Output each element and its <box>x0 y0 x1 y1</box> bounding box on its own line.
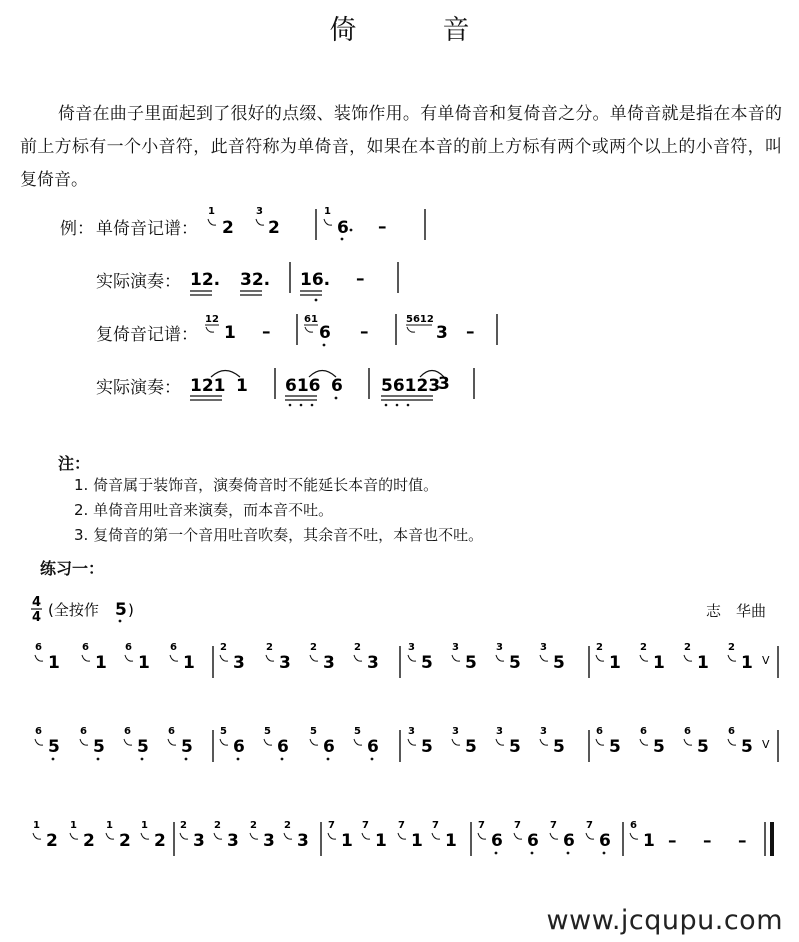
svg-text:5: 5 <box>465 737 477 757</box>
rest-dash: – <box>466 322 475 342</box>
svg-text:7: 7 <box>550 820 557 831</box>
svg-text:2: 2 <box>250 820 257 831</box>
svg-text:1: 1 <box>70 820 77 831</box>
grace-note <box>452 726 477 757</box>
composer: 志 华曲 <box>706 602 767 620</box>
rest-dash: – <box>668 831 677 851</box>
svg-text:6: 6 <box>367 737 379 757</box>
svg-text:12: 12 <box>205 314 219 325</box>
rest-dash: – <box>360 322 369 342</box>
svg-text:3: 3 <box>540 642 547 653</box>
grace-note <box>82 642 107 673</box>
svg-text:7: 7 <box>586 820 593 831</box>
svg-text:1: 1 <box>224 323 236 343</box>
svg-text:3: 3 <box>367 653 379 673</box>
svg-text:1: 1 <box>609 653 621 673</box>
example-prefix: 例： <box>60 219 94 239</box>
played-note: 6 <box>331 376 343 396</box>
svg-text:7: 7 <box>432 820 439 831</box>
fingering-close: ) <box>128 601 134 619</box>
svg-text:5: 5 <box>509 653 521 673</box>
svg-text:5: 5 <box>264 726 271 737</box>
svg-text:2: 2 <box>728 642 735 653</box>
svg-text:2: 2 <box>284 820 291 831</box>
grace-note <box>496 642 521 673</box>
grace-note <box>728 642 753 673</box>
breath-mark: V <box>762 738 770 751</box>
grace-note <box>550 820 575 854</box>
svg-text:2: 2 <box>83 831 95 851</box>
title-char-2: 音 <box>442 15 470 46</box>
svg-text:6: 6 <box>728 726 735 737</box>
svg-text:2: 2 <box>220 642 227 653</box>
notes-heading: 注： <box>58 454 91 473</box>
svg-text:5: 5 <box>93 737 105 757</box>
grace-note <box>540 642 565 673</box>
svg-text:3: 3 <box>496 642 503 653</box>
played-note: 3 <box>438 374 450 394</box>
svg-text:6: 6 <box>35 726 42 737</box>
svg-text:5: 5 <box>553 653 565 673</box>
grace-note <box>362 820 387 851</box>
svg-text:2: 2 <box>214 820 221 831</box>
grace-note <box>214 820 239 851</box>
svg-text:7: 7 <box>362 820 369 831</box>
svg-text:5: 5 <box>137 737 149 757</box>
svg-text:5: 5 <box>310 726 317 737</box>
grace-note <box>728 726 753 757</box>
note-item-2: 2. 单倚音用吐音来演奏，而本音不吐。 <box>74 501 334 519</box>
grace-note <box>408 726 433 757</box>
grace-note <box>80 726 105 760</box>
svg-text:3: 3 <box>279 653 291 673</box>
svg-text:1: 1 <box>445 831 457 851</box>
intro-paragraph: 倚音在曲子里面起到了很好的点缀、装饰作用。有单倚音和复倚音之分。单倚音就是指在本音的前上方标有一个小音符，此音符称为单倚音，如果在本音的前上方标有两个或两个以上的小音符，叫复倚音。 <box>20 104 782 190</box>
svg-text:3: 3 <box>256 206 263 217</box>
svg-text:2: 2 <box>154 831 166 851</box>
grace-note <box>266 642 291 673</box>
svg-text:5: 5 <box>509 737 521 757</box>
svg-text:3: 3 <box>193 831 205 851</box>
svg-text:2: 2 <box>596 642 603 653</box>
svg-text:6: 6 <box>640 726 647 737</box>
svg-text:3: 3 <box>436 323 448 343</box>
svg-text:1: 1 <box>643 831 655 851</box>
svg-text:1: 1 <box>106 820 113 831</box>
svg-text:6: 6 <box>233 737 245 757</box>
svg-text:2: 2 <box>354 642 361 653</box>
svg-text:3: 3 <box>540 726 547 737</box>
svg-text:5: 5 <box>421 653 433 673</box>
svg-text:6: 6 <box>80 726 87 737</box>
grace-note <box>124 726 149 760</box>
grace-note <box>640 642 665 673</box>
rest-dash: – <box>262 322 271 342</box>
played-group: 616 <box>285 376 321 396</box>
example-label-single-play: 实际演奏： <box>96 272 181 292</box>
svg-text:3: 3 <box>323 653 335 673</box>
grace-note <box>168 726 193 760</box>
svg-text:3: 3 <box>263 831 275 851</box>
rest-dash: – <box>738 831 747 851</box>
svg-text:7: 7 <box>398 820 405 831</box>
svg-text:6: 6 <box>82 642 89 653</box>
svg-text:7: 7 <box>478 820 485 831</box>
svg-text:3: 3 <box>496 726 503 737</box>
grace-note <box>35 642 60 673</box>
svg-text:6: 6 <box>563 831 575 851</box>
grace-note <box>684 642 709 673</box>
rest-dash: – <box>356 269 365 289</box>
watermark: www.jcqupu.com <box>546 905 783 936</box>
svg-text:1: 1 <box>697 653 709 673</box>
svg-text:6: 6 <box>323 737 335 757</box>
svg-text:6: 6 <box>596 726 603 737</box>
svg-text:5: 5 <box>354 726 361 737</box>
grace-note <box>106 820 131 851</box>
svg-text:2: 2 <box>266 642 273 653</box>
note-item-3: 3. 复倚音的第一个音用吐音吹奏，其余音不吐，本音也不吐。 <box>74 526 484 544</box>
svg-text:3: 3 <box>233 653 245 673</box>
svg-text:5: 5 <box>553 737 565 757</box>
grace-note <box>630 820 655 851</box>
svg-text:5: 5 <box>653 737 665 757</box>
grace-note <box>684 726 709 757</box>
grace-note <box>540 726 565 757</box>
svg-text:1: 1 <box>375 831 387 851</box>
played-note: 1 <box>236 376 248 396</box>
svg-text:5: 5 <box>465 653 477 673</box>
svg-text:6: 6 <box>319 323 331 343</box>
svg-text:6: 6 <box>124 726 131 737</box>
example-label-single: 单倚音记谱： <box>96 219 198 239</box>
svg-text:1: 1 <box>411 831 423 851</box>
svg-text:6: 6 <box>125 642 132 653</box>
grace-note <box>596 642 621 673</box>
svg-text:6: 6 <box>277 737 289 757</box>
time-sig-bottom: 4 <box>32 610 42 625</box>
exercise-heading: 练习一： <box>40 559 105 578</box>
grace-note <box>432 820 457 851</box>
grace-note <box>640 726 665 757</box>
svg-text:61: 61 <box>304 314 318 325</box>
grace-note <box>180 820 205 851</box>
svg-text:1: 1 <box>95 653 107 673</box>
breath-mark: V <box>762 654 770 667</box>
svg-text:5: 5 <box>609 737 621 757</box>
svg-text:2: 2 <box>46 831 58 851</box>
svg-text:2: 2 <box>640 642 647 653</box>
grace-note <box>408 642 433 673</box>
svg-text:5: 5 <box>48 737 60 757</box>
grace-note <box>141 820 166 851</box>
grace-note <box>125 642 150 673</box>
svg-text:6: 6 <box>35 642 42 653</box>
note-item-1: 1. 倚音属于装饰音，演奏倚音时不能延长本音的时值。 <box>74 476 439 494</box>
grace-note <box>220 642 245 673</box>
svg-text:2: 2 <box>180 820 187 831</box>
svg-text:7: 7 <box>514 820 521 831</box>
grace-note <box>586 820 611 854</box>
svg-text:6: 6 <box>168 726 175 737</box>
svg-text:2: 2 <box>684 642 691 653</box>
svg-text:3: 3 <box>227 831 239 851</box>
example-label-multi: 复倚音记谱： <box>96 325 198 345</box>
svg-text:1: 1 <box>141 820 148 831</box>
svg-text:6: 6 <box>491 831 503 851</box>
svg-text:5: 5 <box>741 737 753 757</box>
fingering-text: (全按作 <box>48 601 99 619</box>
svg-text:1: 1 <box>341 831 353 851</box>
svg-text:3: 3 <box>297 831 309 851</box>
played-group: 32. <box>240 270 271 290</box>
grace-note <box>496 726 521 757</box>
svg-text:1: 1 <box>138 653 150 673</box>
played-group: 12. <box>190 270 221 290</box>
title-char-1: 倚 <box>329 15 357 46</box>
svg-text:3: 3 <box>452 726 459 737</box>
grace-note <box>514 820 539 854</box>
grace-note <box>328 820 353 851</box>
svg-text:3: 3 <box>452 642 459 653</box>
example-label-multi-play: 实际演奏： <box>96 378 181 398</box>
grace-note <box>264 726 289 760</box>
svg-text:5612: 5612 <box>406 314 434 325</box>
rest-dash: – <box>378 217 387 237</box>
grace-note <box>33 820 58 851</box>
grace-note <box>220 726 245 760</box>
grace-note <box>170 642 195 673</box>
svg-text:2: 2 <box>119 831 131 851</box>
grace-note <box>354 726 379 760</box>
svg-text:6: 6 <box>630 820 637 831</box>
grace-note <box>284 820 309 851</box>
grace-note <box>398 820 423 851</box>
svg-text:6: 6 <box>170 642 177 653</box>
played-group: 121 <box>190 376 226 396</box>
svg-text:2: 2 <box>268 218 280 238</box>
grace-note <box>596 726 621 757</box>
svg-text:7: 7 <box>328 820 335 831</box>
svg-text:1: 1 <box>208 206 215 217</box>
time-sig-top: 4 <box>32 595 42 610</box>
svg-text:2: 2 <box>222 218 234 238</box>
svg-text:6: 6 <box>684 726 691 737</box>
grace-note <box>452 642 477 673</box>
grace-note <box>310 642 335 673</box>
svg-text:3: 3 <box>408 726 415 737</box>
svg-text:5: 5 <box>421 737 433 757</box>
svg-text:1: 1 <box>741 653 753 673</box>
svg-text:1: 1 <box>653 653 665 673</box>
rest-dash: – <box>703 831 712 851</box>
svg-text:6: 6 <box>527 831 539 851</box>
grace-note <box>70 820 95 851</box>
svg-text:6: 6 <box>599 831 611 851</box>
svg-text:1: 1 <box>48 653 60 673</box>
svg-text:5: 5 <box>181 737 193 757</box>
grace-note <box>35 726 60 760</box>
svg-text:1: 1 <box>33 820 40 831</box>
svg-text:5: 5 <box>220 726 227 737</box>
svg-text:5: 5 <box>697 737 709 757</box>
played-group: 16. <box>300 270 331 290</box>
fingering-note: 5 <box>115 600 127 620</box>
played-group: 56123 <box>381 376 441 396</box>
grace-note <box>354 642 379 673</box>
grace-note <box>478 820 503 854</box>
grace-note <box>250 820 275 851</box>
svg-text:6: 6 <box>337 218 349 238</box>
grace-note <box>310 726 335 760</box>
svg-text:2: 2 <box>310 642 317 653</box>
svg-text:1: 1 <box>183 653 195 673</box>
svg-text:3: 3 <box>408 642 415 653</box>
svg-text:1: 1 <box>324 206 331 217</box>
